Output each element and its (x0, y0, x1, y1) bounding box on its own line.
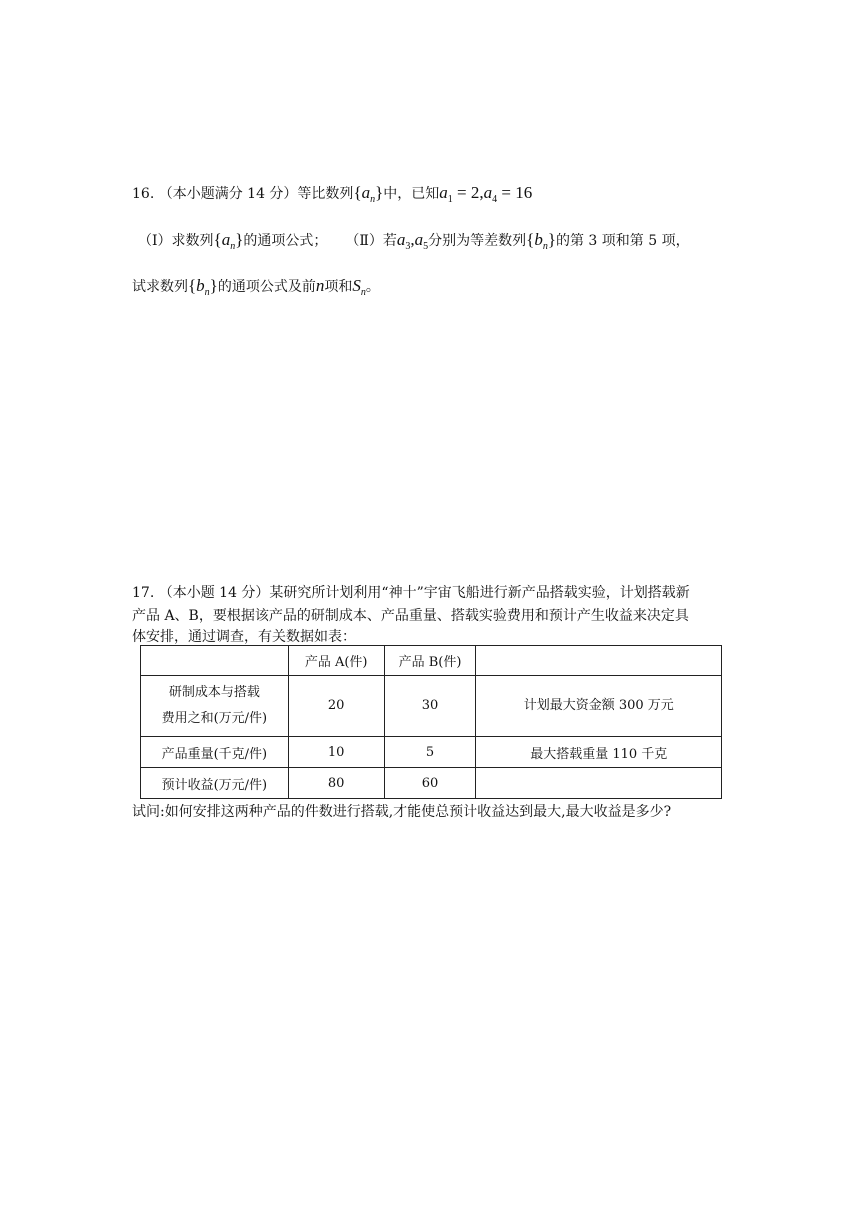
header-cell: 产品 A(件) (288, 646, 384, 676)
q17-line-3: 体安排，通过调查，有关数据如表： (132, 629, 356, 645)
table-cell (476, 768, 722, 799)
row-label: 研制成本与搭载 费用之和(万元/件) (141, 676, 289, 737)
header-cell (476, 646, 722, 676)
sequence-b: $\{b_n\}$ (188, 276, 218, 298)
q16-line-3: 试求数列$\{b_n\}$的通项公式及前n项和$S_n$。 (132, 276, 380, 298)
table-cell: 60 (384, 768, 476, 799)
q17-line-2: 产品 A、B，要根据该产品的研制成本、产品重量、搭载实验费用和预计产生收益来决定具 (132, 608, 689, 624)
header-cell: 产品 B(件) (384, 646, 476, 676)
table-header-row (141, 646, 722, 676)
table-cell: 20 (288, 676, 384, 737)
table-cell: 计划最大资金额 300 万元 (476, 676, 722, 737)
table-row (141, 768, 722, 799)
sum-Sn: $S_n$ (352, 276, 366, 298)
table-row (141, 737, 722, 768)
q16-line-2: （I）求数列$\{a_n\}$的通项公式； （Ⅱ）若$a_3,a_5$分别为等差数列$\{b_n\}$的第 3 项和第 5 项， (138, 230, 690, 252)
condition-formula: $a_1 = 2,a_4 = 16$ (439, 183, 533, 205)
row-label: 产品重量(千克/件) (141, 737, 289, 768)
table-cell: 30 (384, 676, 476, 737)
header-cell (141, 646, 289, 676)
data-table (140, 645, 722, 799)
sequence-a: $\{a_n\}$ (353, 183, 384, 205)
table-row (141, 676, 722, 737)
variable-n: n (315, 276, 325, 295)
sequence-a: $\{a_n\}$ (213, 230, 244, 252)
terms-a3-a5: $a_3,a_5$ (396, 230, 429, 252)
table-cell: 最大搭载重量 110 千克 (476, 737, 722, 768)
q16-line-1: 16. （本小题满分 14 分）等比数列$\{a_n\}$中，已知$a_1 = 2,a_4 = 16$ (132, 183, 533, 205)
sequence-b: $\{b_n\}$ (526, 230, 556, 252)
q17-question: 试问:如何安排这两种产品的件数进行搭载,才能使总预计收益达到最大,最大收益是多少? (132, 804, 672, 820)
q17-line-1: 17. （本小题 14 分）某研究所计划利用“神十”宇宙飞船进行新产品搭载实验，计划搭载新 (132, 585, 690, 601)
question-number: 16. (132, 186, 155, 202)
table-cell: 10 (288, 737, 384, 768)
row-label: 预计收益(万元/件) (141, 768, 289, 799)
table-cell: 80 (288, 768, 384, 799)
table-cell: 5 (384, 737, 476, 768)
